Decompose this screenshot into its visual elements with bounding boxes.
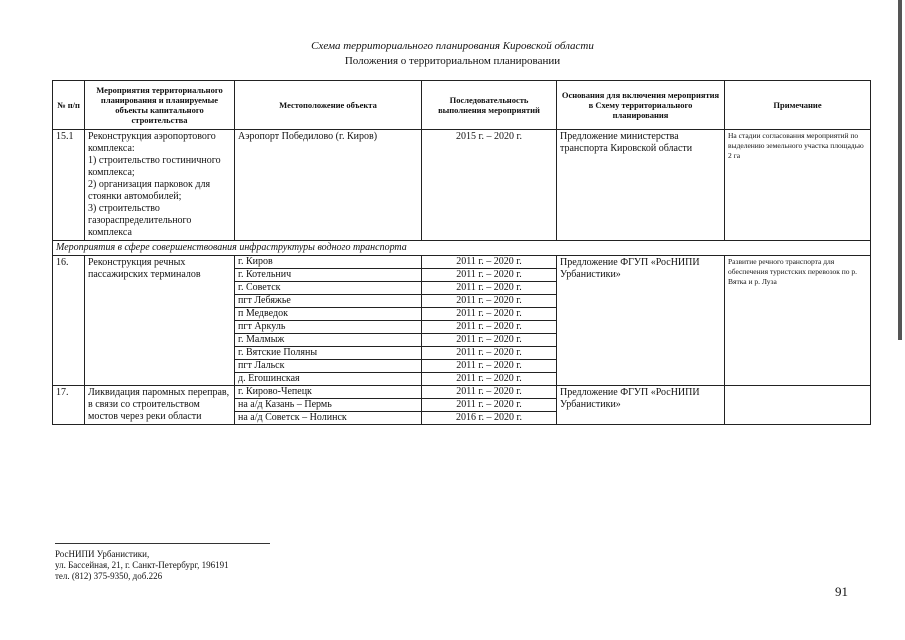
row16-period: 2011 г. – 2020 г. [422,308,557,321]
row-measure: Реконструкция аэропортового комплекса: 1) строительство гостиничного комплекса; 2) организация парковок для стоянки автомобилей; 3) строительство газораспределительного комплекса [85,130,235,241]
row17-basis: Предложение ФГУП «РосНИПИ Урбанистики» [557,386,725,425]
table-row [53,256,871,269]
row16-location: д. Егошинская [235,373,422,386]
row16-basis: Предложение ФГУП «РосНИПИ Урбанистики» [557,256,725,386]
row16-period: 2011 г. – 2020 г. [422,347,557,360]
row17-note [725,386,871,425]
row16-location: г. Киров [235,256,422,269]
row16-period: 2011 г. – 2020 г. [422,373,557,386]
row17-period: 2011 г. – 2020 г. [422,399,557,412]
row-period: 2015 г. – 2020 г. [422,130,557,241]
page-number: 91 [835,584,848,599]
row16-period: 2011 г. – 2020 г. [422,269,557,282]
col-header-basis: Основания для включения мероприятия в Схему территориального планирования [557,81,725,130]
row17-location: на а/д Казань – Пермь [235,399,422,412]
section-title: Мероприятия в сфере совершенствования инфраструктуры водного транспорта [53,241,871,256]
row-location: Аэропорт Победилово (г. Киров) [235,130,422,241]
footer-divider [55,543,270,544]
col-header-period: Последовательность выполнения мероприятий [422,81,557,130]
row16-location: пгт Аркуль [235,321,422,334]
row16-location: г. Малмыж [235,334,422,347]
row16-num: 16. [53,256,85,386]
row17-period: 2016 г. – 2020 г. [422,412,557,425]
row16-location: г. Советск [235,282,422,295]
document-title: Схема территориального планирования Кировской области [311,40,594,52]
col-header-num: № п/п [53,81,85,130]
footer-address [55,549,229,582]
row17-location: г. Кирово-Чепецк [235,386,422,399]
row16-location: г. Котельнич [235,269,422,282]
footer-line-3: тел. (812) 375-9350, доб.226 [55,571,163,581]
row16-period: 2011 г. – 2020 г. [422,256,557,269]
row16-location: пгт Лебяжье [235,295,422,308]
row17-measure: Ликвидация паромных переправ, в связи со строительством мостов через реки области [85,386,235,425]
row16-period: 2011 г. – 2020 г. [422,360,557,373]
document-subtitle: Положения о территориальном планировании [344,55,561,67]
footer-line-2: ул. Бассейная, 21, г. Санкт-Петербург, 196191 [55,560,229,570]
row16-period: 2011 г. – 2020 г. [422,321,557,334]
row16-period: 2011 г. – 2020 г. [422,334,557,347]
row-num: 15.1 [53,130,85,241]
row16-location: п Медведок [235,308,422,321]
table-header-row [53,81,871,130]
row16-period: 2011 г. – 2020 г. [422,295,557,308]
row-note: На стадии согласования мероприятий по выделению земельного участка площадью 2 га [725,130,871,241]
table-row [53,386,871,399]
row16-group [53,256,871,386]
section-row [53,241,871,256]
row17-group [53,386,871,425]
row16-location: пгт Лальск [235,360,422,373]
planning-table [52,80,871,425]
col-header-location: Местоположение объекта [235,81,422,130]
col-header-measure: Мероприятия территориального планирования и планируемые объекты капитального строительства [85,81,235,130]
row16-measure: Реконструкция речных пассажирских терминалов [85,256,235,386]
row16-period: 2011 г. – 2020 г. [422,282,557,295]
row16-location: г. Вятские Поляны [235,347,422,360]
table-row-15-1 [53,130,871,241]
row17-num: 17. [53,386,85,425]
row17-period: 2011 г. – 2020 г. [422,386,557,399]
row-basis: Предложение министерства транспорта Кировской области [557,130,725,241]
col-header-note: Примечание [725,81,871,130]
row16-note: Развитие речного транспорта для обеспечения туристских перевозок по р. Вятка и р. Луза [725,256,871,386]
row17-location: на а/д Советск – Нолинск [235,412,422,425]
footer-line-1: РосНИПИ Урбанистики, [55,549,150,559]
